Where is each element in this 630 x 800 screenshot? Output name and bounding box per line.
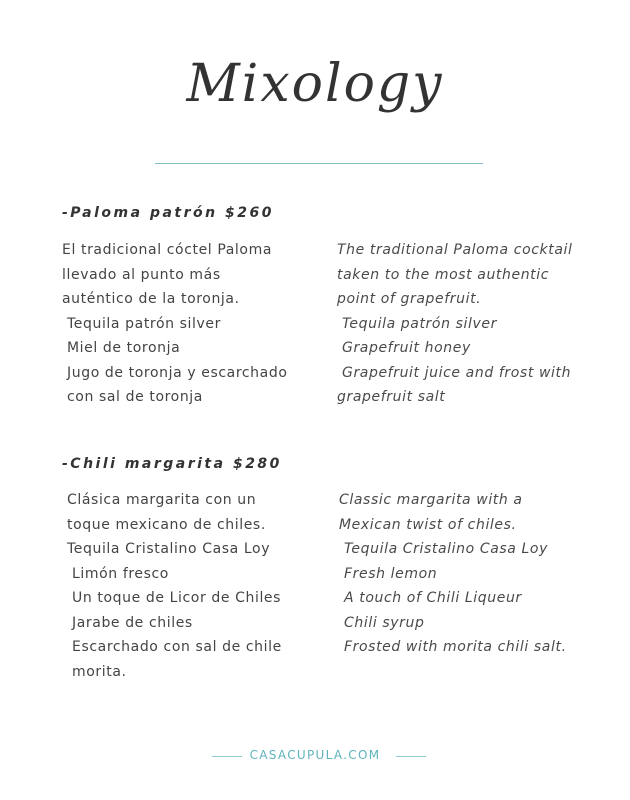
- ingredient-line: Tequila Cristalino Casa Loy: [344, 541, 548, 557]
- footer-divider-right: [396, 756, 426, 757]
- cocktail-description-es: [67, 488, 282, 684]
- desc-line: auténtico de la toronja.: [62, 291, 240, 307]
- ingredient-line: Un toque de Licor de Chiles: [72, 590, 282, 606]
- cocktail-description-es: [62, 238, 287, 410]
- cocktail-description-en: [337, 238, 572, 410]
- ingredient-line: Limón fresco: [72, 565, 169, 582]
- ingredient-line: con sal de toronja: [67, 389, 203, 405]
- desc-line: Clásica margarita con un: [67, 492, 257, 508]
- ingredient-line: Grapefruit juice and frost with: [342, 364, 572, 381]
- ingredient-line: Tequila patrón silver: [67, 315, 221, 332]
- desc-line: taken to the most authentic: [337, 266, 550, 283]
- ingredient-line: Jarabe de chiles: [72, 614, 193, 631]
- ingredient-line: grapefruit salt: [337, 389, 446, 405]
- desc-line: The traditional Paloma cocktail: [337, 242, 573, 258]
- ingredient-line: Escarchado con sal de chile: [72, 639, 282, 655]
- ingredient-line: Chili syrup: [344, 614, 425, 631]
- page-title-wrap: [0, 54, 630, 114]
- ingredient-line: morita.: [72, 663, 127, 680]
- ingredient-line: Jugo de toronja y escarchado: [67, 364, 288, 381]
- desc-line: Tequila Cristalino Casa Loy: [67, 541, 271, 557]
- title-divider: [155, 163, 483, 164]
- desc-line: toque mexicano de chiles.: [67, 516, 266, 533]
- ingredient-line: Frosted with morita chili salt.: [344, 639, 567, 655]
- ingredient-line: A touch of Chili Liqueur: [344, 590, 522, 606]
- desc-line: Classic margarita with a: [339, 492, 523, 508]
- footer-website-link[interactable]: CASACUPULA.COM: [249, 748, 381, 762]
- cocktail-description-en: [339, 488, 567, 660]
- desc-line: point of grapefruit.: [337, 291, 482, 307]
- desc-line: Mexican twist of chiles.: [339, 516, 517, 533]
- desc-line: El tradicional cóctel Paloma: [62, 242, 272, 258]
- ingredient-line: Grapefruit honey: [342, 340, 471, 356]
- ingredient-line: Fresh lemon: [344, 565, 438, 582]
- cocktail-heading: -Chili margarita $280: [62, 456, 282, 472]
- desc-line: llevado al punto más: [62, 266, 221, 283]
- ingredient-line: Miel de toronja: [67, 340, 181, 356]
- ingredient-line: Tequila patrón silver: [342, 315, 497, 332]
- cocktail-heading: -Paloma patrón $260: [62, 205, 274, 221]
- page-title: Mixology: [186, 54, 444, 114]
